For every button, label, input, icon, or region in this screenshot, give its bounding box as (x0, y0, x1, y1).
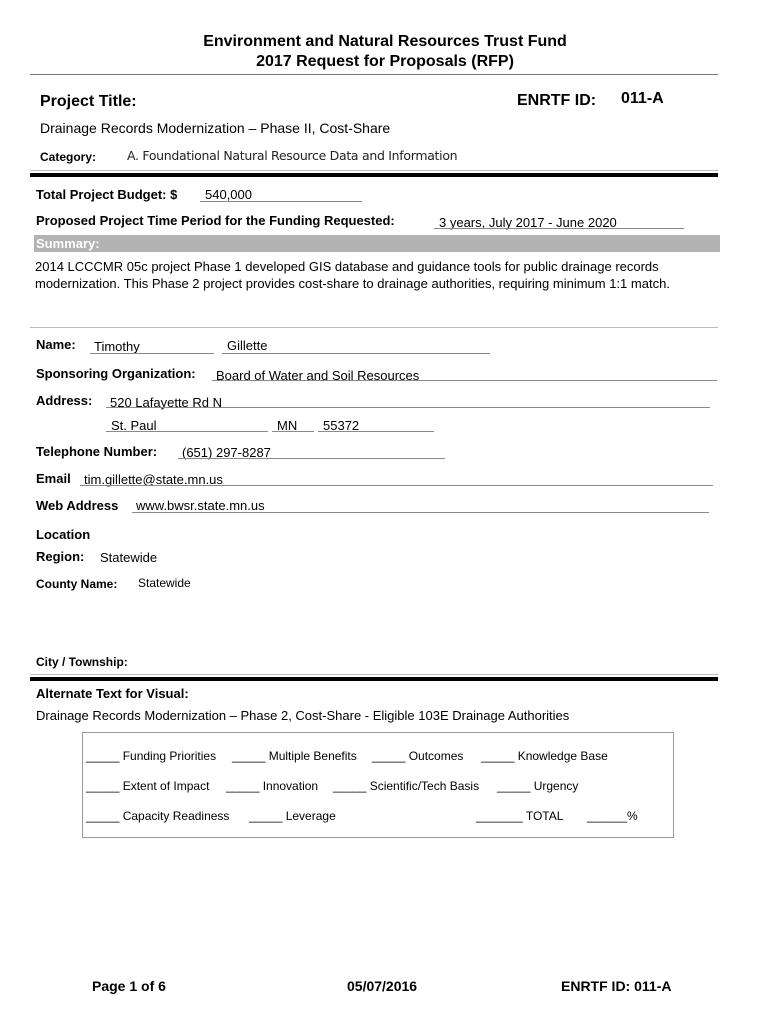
phone-label: Telephone Number: (36, 444, 158, 459)
region-value[interactable]: Statewide (100, 550, 158, 565)
score-extent-of-impact[interactable]: _____ Extent of Impact (86, 779, 210, 793)
first-name-line (90, 353, 214, 354)
period-label: Proposed Project Time Period for the Funding Requested: (36, 213, 395, 228)
email-label: Email (36, 471, 71, 486)
category-value[interactable]: A. Foundational Natural Resource Data and Information (127, 148, 458, 163)
score-scientific-basis[interactable]: _____ Scientific/Tech Basis (333, 779, 480, 793)
score-innovation[interactable]: _____ Innovation (226, 779, 319, 793)
city-value[interactable]: St. Paul (111, 418, 157, 433)
county-value[interactable]: Statewide (138, 576, 191, 590)
organization-line (212, 380, 717, 381)
enrtf-id-value: 011-A (621, 90, 664, 107)
state-value[interactable]: MN (277, 418, 298, 433)
alt-text-label: Alternate Text for Visual: (36, 686, 189, 701)
project-title-label: Project Title: (40, 93, 137, 110)
zip-line (318, 431, 434, 432)
score-urgency[interactable]: _____ Urgency (497, 779, 579, 793)
project-title-value[interactable]: Drainage Records Modernization – Phase II, Cost-Share (40, 120, 391, 136)
enrtf-id-label: ENRTF ID: (517, 92, 597, 109)
summary-line-1[interactable]: 2014 LCCCMR 05c project Phase 1 developed GIS database and guidance tools for public drainage records (35, 259, 659, 274)
phone-value[interactable]: (651) 297-8287 (182, 445, 271, 460)
web-address-value[interactable]: www.bwsr.state.mn.us (136, 498, 265, 513)
score-multiple-benefits[interactable]: _____ Multiple Benefits (232, 749, 357, 763)
alt-text-value[interactable]: Drainage Records Modernization – Phase 2, Cost-Share - Eligible 103E Drainage Authorities (36, 708, 570, 723)
document-title: Environment and Natural Resources Trust Fund (203, 33, 567, 50)
email-value[interactable]: tim.gillette@state.mn.us (84, 472, 223, 487)
web-address-label: Web Address (36, 498, 119, 513)
name-label: Name: (36, 337, 76, 352)
document-subtitle: 2017 Request for Proposals (RFP) (256, 53, 514, 70)
phone-line (178, 458, 445, 459)
budget-field-line (200, 201, 362, 202)
summary-line-2[interactable]: modernization. This Phase 2 project provides cost-share to drainage authorities, requiring minimum 1:1 match. (35, 276, 670, 291)
score-knowledge-base[interactable]: _____ Knowledge Base (481, 749, 608, 763)
footer-page-number: Page 1 of 6 (92, 978, 166, 994)
score-percent[interactable]: ______% (587, 809, 638, 823)
summary-label: Summary: (36, 236, 100, 251)
last-name-value[interactable]: Gillette (227, 338, 268, 353)
score-funding-priorities[interactable]: _____ Funding Priorities (86, 749, 217, 763)
zip-value[interactable]: 55372 (323, 418, 360, 433)
organization-label: Sponsoring Organization: (36, 366, 196, 381)
score-capacity-readiness[interactable]: _____ Capacity Readiness (86, 809, 230, 823)
header-divider (30, 74, 718, 75)
state-line (272, 431, 314, 432)
budget-label: Total Project Budget: $ (36, 187, 178, 202)
score-total[interactable]: _______ TOTAL (476, 809, 564, 823)
location-heading: Location (36, 527, 91, 542)
period-field-line (434, 228, 684, 229)
city-line (106, 431, 268, 432)
footer-date: 05/07/2016 (347, 978, 418, 994)
region-label: Region: (36, 549, 85, 564)
web-address-line (132, 512, 709, 513)
last-name-line (222, 353, 490, 354)
street-line (106, 407, 710, 408)
location-divider-thin (30, 674, 718, 675)
address-label: Address: (36, 393, 93, 408)
score-leverage[interactable]: _____ Leverage (249, 809, 336, 823)
email-line (80, 485, 713, 486)
city-township-label: City / Township: (36, 655, 128, 669)
first-name-value[interactable]: Timothy (94, 339, 140, 354)
location-divider-thick (30, 677, 718, 681)
category-label: Category: (40, 150, 97, 164)
score-outcomes[interactable]: _____ Outcomes (372, 749, 464, 763)
county-label: County Name: (36, 577, 118, 591)
summary-divider (30, 327, 718, 328)
summary-bar (34, 235, 720, 252)
period-value[interactable]: 3 years, July 2017 - June 2020 (439, 215, 617, 230)
budget-value[interactable]: 540,000 (205, 187, 252, 202)
category-divider-thick (30, 173, 718, 177)
category-divider-thin (30, 170, 718, 171)
street-value[interactable]: 520 Lafayette Rd N (110, 395, 223, 410)
footer-enrtf-id: ENRTF ID: 011-A (561, 978, 672, 994)
organization-value[interactable]: Board of Water and Soil Resources (216, 368, 420, 383)
